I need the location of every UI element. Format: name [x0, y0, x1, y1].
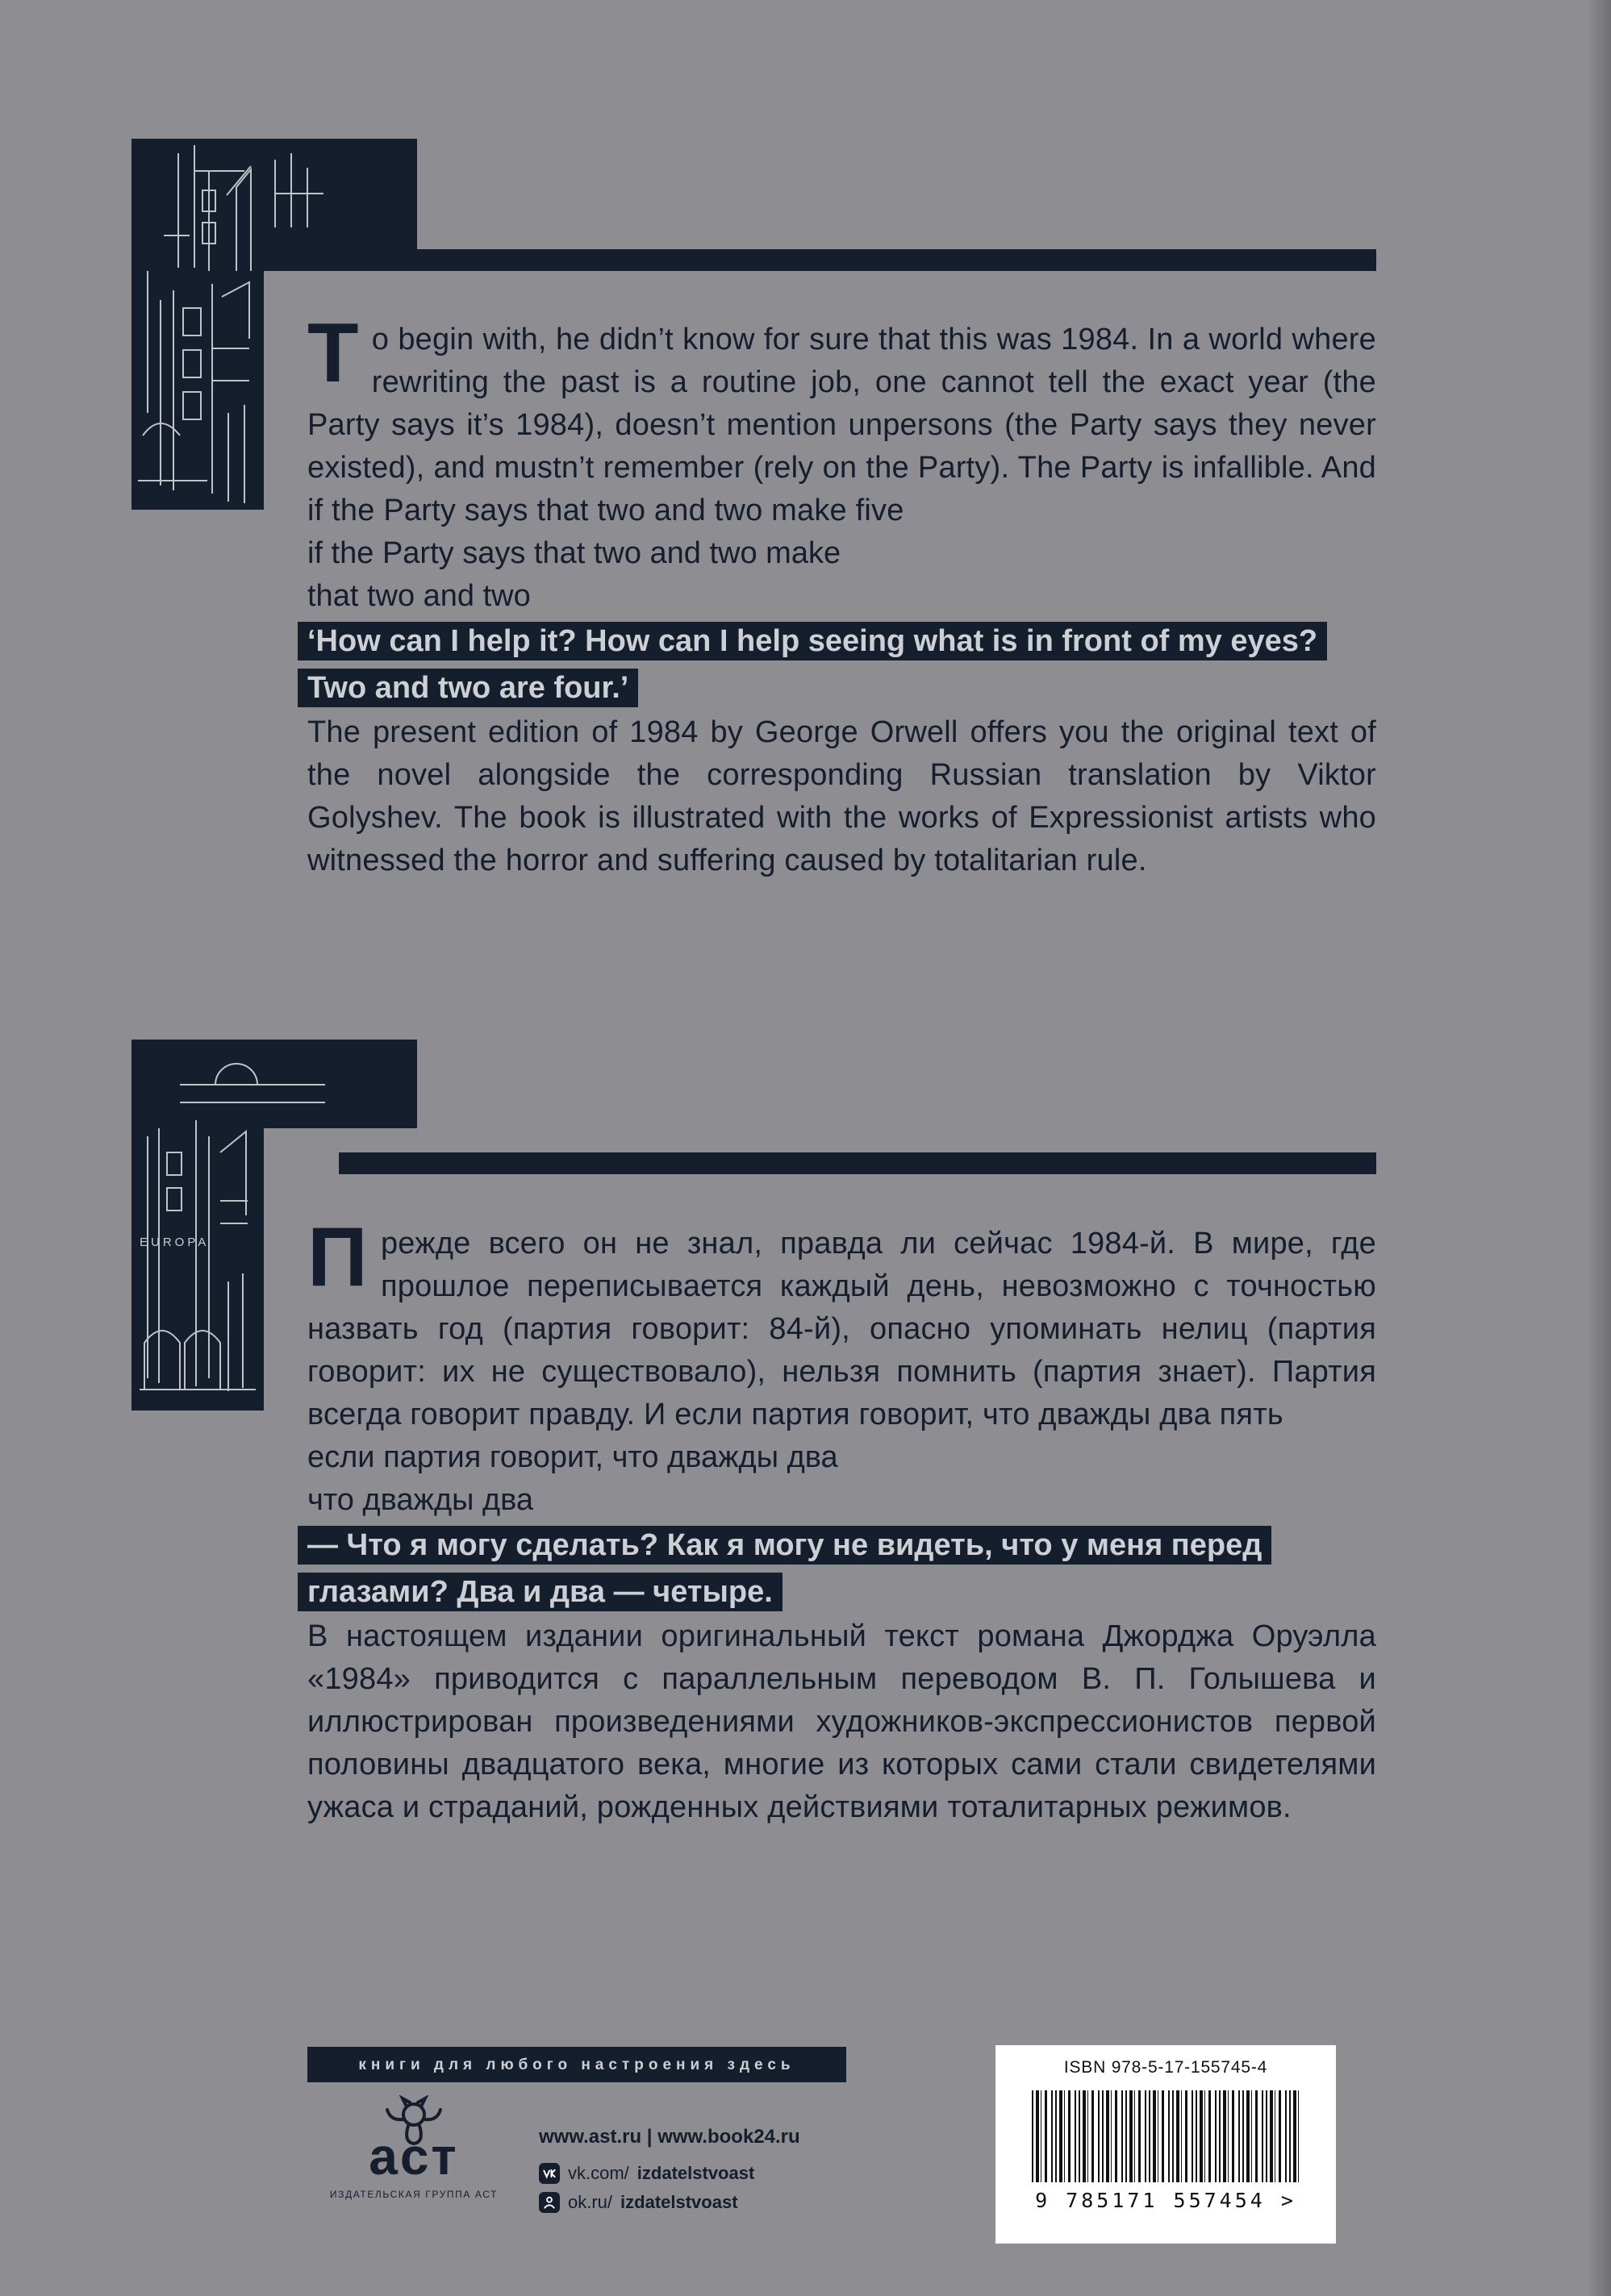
ok-link-row: [539, 2192, 800, 2213]
russian-paragraph-2: В настоящем издании оригинальный текст романа Джорджа Оруэлла «1984» приводится с параллельным переводом В. П. Голышева и иллюстрирован произведениями художников-экспрессионистов первой половины двадцатого века, многие из которых сами стали свидетелями ужаса и страданий, рожденных действиями тоталитарных режимов.: [307, 1619, 1376, 1824]
divider-bar-top: [371, 249, 1376, 271]
ast-logo-text: аст: [369, 2127, 459, 2186]
isbn-label: ISBN 978-5-17-155745-4: [1063, 2058, 1268, 2077]
dropcap-letter-ru: П: [307, 1211, 368, 1304]
europa-sketch-label: EUROPA: [140, 1236, 210, 1249]
russian-echo-line-2: что дважды два: [307, 1483, 534, 1517]
english-annotation: [307, 306, 1376, 882]
dropcap-letter-en: T: [307, 306, 359, 400]
ok-link-prefix: ok.ru/: [568, 2192, 613, 2212]
russian-paragraph-1-text: режде всего он не знал, правда ли сейчас 1984-й. В мире, где прошлое переписывается каждый день, невозможно с точностью назвать год (партия говорит: 84-й), опасно упоминать нелиц (партия говорит: их не существовало), нельзя помнить (партия знает). Партия всегда говорит правду. И если партия говорит, что дважды два пять: [307, 1227, 1376, 1431]
english-echo-line-1: if the Party says that two and two make: [307, 536, 841, 570]
russian-annotation: [307, 1211, 1376, 1829]
english-paragraph-2: The present edition of 1984 by George Orwell offers you the original text of the novel alongside the corresponding Russian translation by Viktor Golyshev. The book is illustrated with the works of Expressionist artists who witnessed the horror and suffering caused by totalitarian rule.: [307, 715, 1376, 877]
ast-logo-block: [313, 2100, 515, 2200]
english-paragraph-1-text: o begin with, he didn’t know for sure that this was 1984. In a world where rewriting the past is a routine job, one cannot tell the exact year (the Party says it’s 1984), doesn’t mention unpersons (the Party says they never existed), and mustn’t remember (rely on the Party). The Party is infallible. And if the Party says that two and two make five: [307, 323, 1376, 527]
ean-barcode: [1032, 2090, 1300, 2182]
vk-link-handle: izdatelstvoast: [636, 2163, 755, 2183]
vk-link-row: [539, 2163, 800, 2184]
ok-link-handle: izdatelstvoast: [620, 2192, 738, 2212]
ast-logo: [313, 2100, 515, 2186]
russian-highlighted-quote: [307, 1522, 1376, 1615]
isbn-box: [995, 2045, 1336, 2244]
vk-link-prefix: vk.com/: [568, 2163, 629, 2183]
ok-icon: [539, 2192, 560, 2213]
english-paragraph-1: [307, 306, 1376, 532]
russian-paragraph-1: [307, 1211, 1376, 1436]
barcode-number: 9 785171 557454 >: [1035, 2189, 1296, 2212]
russian-quote-text: — Что я могу сделать? Как я могу не видеть, что у меня перед глазами? Два и два — четыре.: [298, 1526, 1271, 1611]
vk-icon: [539, 2163, 560, 2184]
ast-logo-caption: ИЗДАТЕЛЬСКАЯ ГРУППА АСТ: [329, 2189, 499, 2200]
website-links: www.ast.ru | www.book24.ru: [539, 2126, 800, 2148]
english-quote-text: ‘How can I help it? How can I help seeing what is in front of my eyes? Two and two are four.’: [298, 622, 1327, 707]
publisher-tagline: книги для любого настроения здесь: [307, 2047, 846, 2082]
english-highlighted-quote: [307, 618, 1376, 711]
russian-echo-line-1: если партия говорит, что дважды два: [307, 1440, 838, 1474]
publisher-links: [539, 2126, 800, 2213]
divider-bar-mid: [339, 1152, 1376, 1174]
english-echo-line-2: that two and two: [307, 579, 531, 613]
